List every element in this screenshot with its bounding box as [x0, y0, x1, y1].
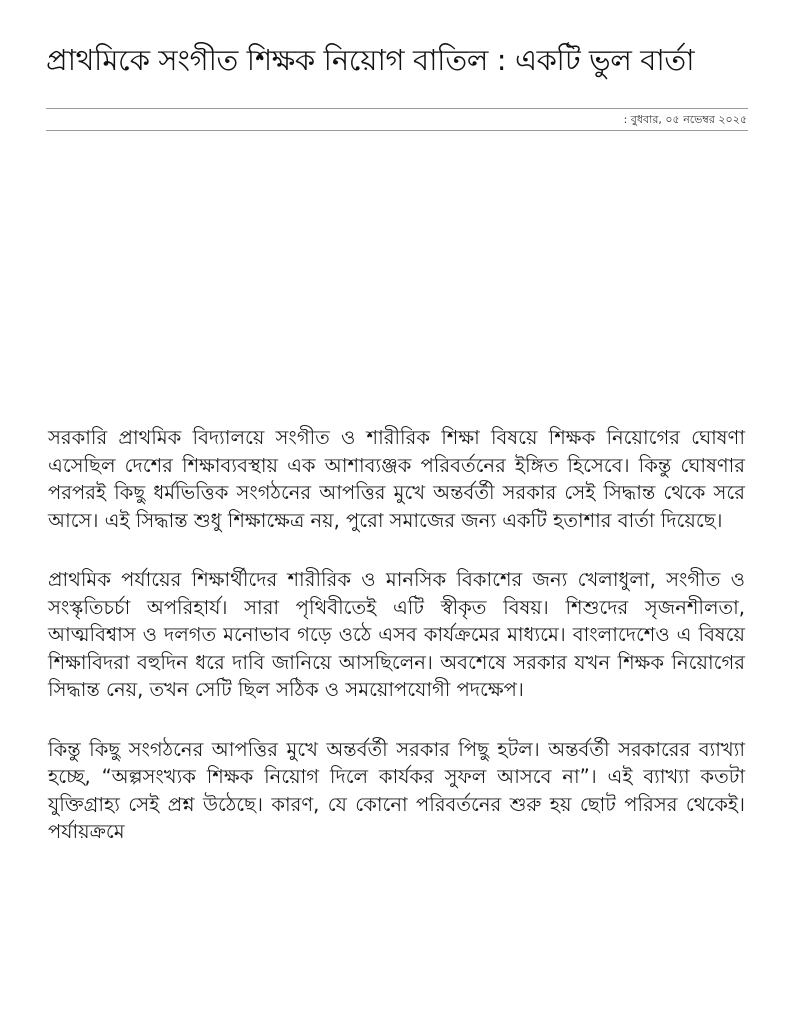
header-divider-bottom: [46, 130, 748, 131]
article-paragraph: কিন্তু কিছু সংগঠনের আপত্তির মুখে অন্তর্বর্তী সরকার পিছু হটল। অন্তর্বর্তী সরকারের ব্যাখ্যা হচ্ছে, “অল্পসংখ্যক শিক্ষক নিয়োগ দিলে কার্যকর সুফল আসবে না”। এই ব্যাখ্যা কতটা যুক্তিগ্রাহ্য সেই প্রশ্ন উঠেছে। কারণ, যে কোনো পরিবর্তনের শুরু হয় ছোট পরিসর থেকেই। পর্যায়ক্রমে: [48, 737, 745, 843]
header-divider-top: [46, 108, 748, 109]
article-headline: প্রাথমিকে সংগীত শিক্ষক নিয়োগ বাতিল : একটি ভুল বার্তা: [46, 43, 695, 77]
article-paragraph: সরকারি প্রাথমিক বিদ্যালয়ে সংগীত ও শারীরিক শিক্ষা বিষয়ে শিক্ষক নিয়োগের ঘোষণা এসেছিল দেশের শিক্ষাব্যবস্থায় এক আশাব্যঞ্জক পরিবর্তনের ইঙ্গিত হিসেবে। কিন্তু ঘোষণার পরপরই কিছু ধর্মভিত্তিক সংগঠনের আপত্তির মুখে অন্তর্বর্তী সরকার সেই সিদ্ধান্ত থেকে সরে আসে। এই সিদ্ধান্ত শুধু শিক্ষাক্ষেত্র নয়, পুরো সমাজের জন্য একটি হতাশার বার্তা দিয়েছে।: [48, 426, 745, 532]
article-paragraph: প্রাথমিক পর্যায়ের শিক্ষার্থীদের শারীরিক ও মানসিক বিকাশের জন্য খেলাধুলা, সংগীত ও সংস্কৃতিচর্চা অপরিহার্য। সারা পৃথিবীতেই এটি স্বীকৃত বিষয়। শিশুদের সৃজনশীলতা, আত্মবিশ্বাস ও দলগত মনোভাব গড়ে ওঠে এসব কার্যক্রমের মাধ্যমে। বাংলাদেশেও এ বিষয়ে শিক্ষাবিদরা বহুদিন ধরে দাবি জানিয়ে আসছিলেন। অবশেষে সরকার যখন শিক্ষক নিয়োগের সিদ্ধান্ত নেয়, তখন সেটি ছিল সঠিক ও সময়োপযোগী পদক্ষেপ।: [48, 568, 745, 701]
publish-date: : বুধবার, ০৫ নভেম্বর ২০২৫: [623, 113, 747, 126]
article-body: [48, 424, 745, 878]
article-image-placeholder: [46, 140, 748, 420]
